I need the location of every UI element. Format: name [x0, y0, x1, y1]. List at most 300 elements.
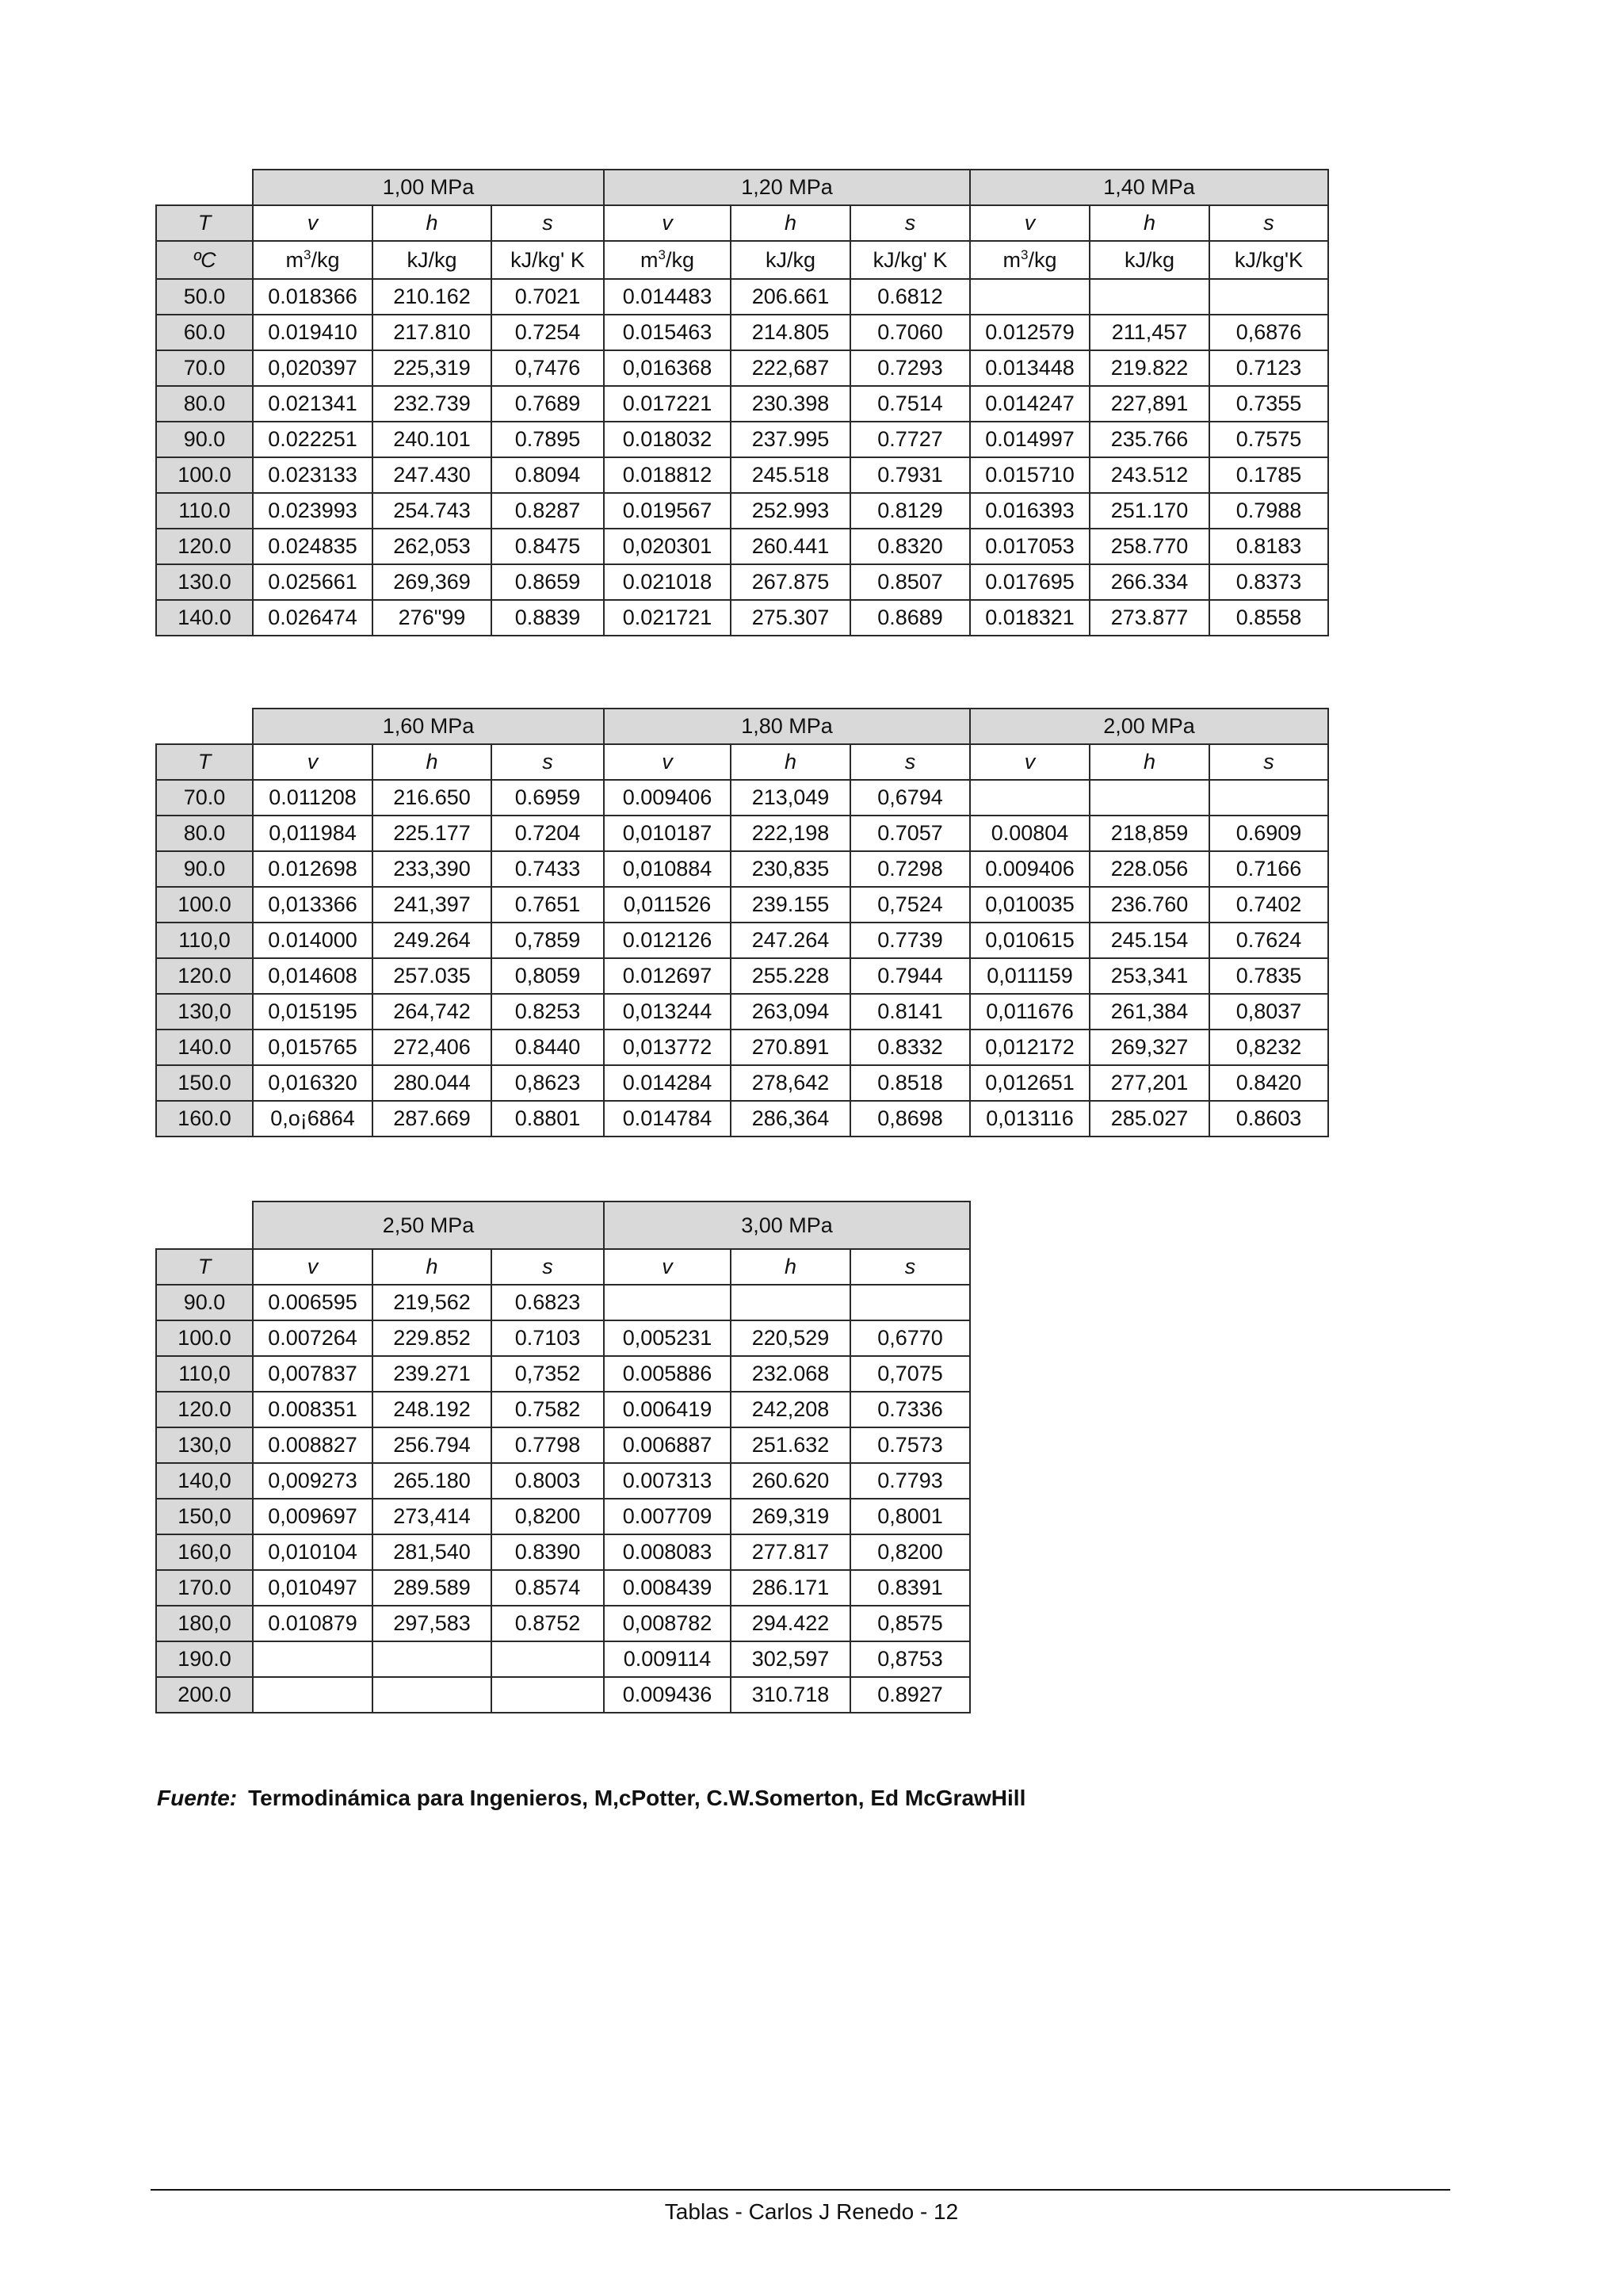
value-cell: 236.760: [1090, 887, 1209, 923]
value-cell: 0.7895: [491, 422, 604, 457]
value-cell: 240.101: [372, 422, 491, 457]
value-cell: 0.7944: [850, 958, 970, 994]
value-cell: 241,397: [372, 887, 491, 923]
value-cell: 222,198: [731, 816, 850, 851]
value-cell: 0.014000: [253, 923, 372, 958]
col-header-s: s: [491, 1249, 604, 1285]
value-cell: 0.8287: [491, 493, 604, 529]
value-cell: 0.8689: [850, 600, 970, 636]
value-cell: 0.7793: [850, 1463, 970, 1499]
col-header-h: h: [731, 1249, 850, 1285]
value-cell: [253, 1677, 372, 1713]
value-cell: 0.6959: [491, 780, 604, 816]
value-cell: 285.027: [1090, 1101, 1209, 1137]
col-header-v: v: [604, 744, 731, 780]
value-cell: 273,414: [372, 1499, 491, 1534]
value-cell: 0.8518: [850, 1065, 970, 1101]
value-cell: 0.8801: [491, 1101, 604, 1137]
value-cell: 239.271: [372, 1356, 491, 1392]
value-cell: 0,013772: [604, 1030, 731, 1065]
value-cell: 269,369: [372, 564, 491, 600]
value-cell: 273.877: [1090, 600, 1209, 636]
value-cell: 0,015195: [253, 994, 372, 1030]
table-row: [156, 1392, 970, 1427]
value-cell: 0.8094: [491, 457, 604, 493]
value-cell: 0.009114: [604, 1641, 731, 1677]
value-cell: 220,529: [731, 1320, 850, 1356]
value-cell: 0.7103: [491, 1320, 604, 1356]
value-cell: 297,583: [372, 1606, 491, 1641]
temperature-cell: 60.0: [156, 315, 253, 350]
value-cell: 0.014997: [970, 422, 1090, 457]
table-row: [156, 386, 1328, 422]
value-cell: 0,7476: [491, 350, 604, 386]
value-cell: 0.8420: [1209, 1065, 1328, 1101]
value-cell: 0.017695: [970, 564, 1090, 600]
value-cell: 0.008351: [253, 1392, 372, 1427]
value-cell: 0,011526: [604, 887, 731, 923]
temperature-cell: 110.0: [156, 493, 253, 529]
unit-cell: [253, 241, 372, 279]
temperature-cell: 140.0: [156, 1030, 253, 1065]
value-cell: 286.171: [731, 1570, 850, 1606]
table-row: [156, 994, 1328, 1030]
temperature-cell: 200.0: [156, 1677, 253, 1713]
temperature-cell: 100.0: [156, 457, 253, 493]
value-cell: 0.8440: [491, 1030, 604, 1065]
temperature-cell: 160.0: [156, 1101, 253, 1137]
temperature-cell: 130,0: [156, 994, 253, 1030]
value-cell: 0,8232: [1209, 1030, 1328, 1065]
value-cell: 0.012579: [970, 315, 1090, 350]
value-cell: [1090, 780, 1209, 816]
table-row: [156, 1534, 970, 1570]
value-cell: 269,327: [1090, 1030, 1209, 1065]
value-cell: 232.739: [372, 386, 491, 422]
value-cell: 0.013448: [970, 350, 1090, 386]
value-cell: 302,597: [731, 1641, 850, 1677]
col-header-h: h: [731, 205, 850, 241]
value-cell: 0.024835: [253, 529, 372, 564]
value-cell: 229.852: [372, 1320, 491, 1356]
temperature-cell: 80.0: [156, 816, 253, 851]
col-header-h: h: [1090, 205, 1209, 241]
temperature-cell: 50.0: [156, 279, 253, 315]
value-cell: 222,687: [731, 350, 850, 386]
value-cell: 0,010884: [604, 851, 731, 887]
unit-text: m: [285, 247, 304, 272]
table-row: [156, 1320, 970, 1356]
pressure-group-header: 1,20 MPa: [604, 170, 970, 205]
temperature-cell: 130,0: [156, 1427, 253, 1463]
value-cell: 0.8752: [491, 1606, 604, 1641]
value-cell: [1209, 780, 1328, 816]
value-cell: 242,208: [731, 1392, 850, 1427]
value-cell: 0.7835: [1209, 958, 1328, 994]
col-header-s: s: [491, 205, 604, 241]
value-cell: 260.620: [731, 1463, 850, 1499]
value-cell: 0.014284: [604, 1065, 731, 1101]
col-header-v: v: [253, 744, 372, 780]
table-body: [156, 1285, 970, 1713]
col-header-s: s: [850, 205, 970, 241]
temperature-cell: 70.0: [156, 780, 253, 816]
value-cell: 0,6876: [1209, 315, 1328, 350]
value-cell: 0,015765: [253, 1030, 372, 1065]
value-cell: 287.669: [372, 1101, 491, 1137]
value-cell: 266.334: [1090, 564, 1209, 600]
value-cell: 0.7651: [491, 887, 604, 923]
value-cell: 0.009406: [604, 780, 731, 816]
value-cell: 256.794: [372, 1427, 491, 1463]
value-cell: 0.8373: [1209, 564, 1328, 600]
col-header-v: v: [970, 744, 1090, 780]
value-cell: 0.018366: [253, 279, 372, 315]
pressure-group-header: 1,60 MPa: [253, 709, 604, 744]
value-cell: 214.805: [731, 315, 850, 350]
table-row: [156, 851, 1328, 887]
table-row: [156, 1570, 970, 1606]
col-header-h: h: [372, 744, 491, 780]
col-header-h: h: [372, 1249, 491, 1285]
value-cell: 237.995: [731, 422, 850, 457]
value-cell: 0.011208: [253, 780, 372, 816]
value-cell: 0.014247: [970, 386, 1090, 422]
table-row: [156, 1030, 1328, 1065]
value-cell: 0.7021: [491, 279, 604, 315]
unit-text: ºC: [193, 247, 216, 272]
temperature-cell: 90.0: [156, 851, 253, 887]
value-cell: 0.7298: [850, 851, 970, 887]
value-cell: 0.7689: [491, 386, 604, 422]
value-cell: 264,742: [372, 994, 491, 1030]
value-cell: 0,7075: [850, 1356, 970, 1392]
value-cell: 0.021018: [604, 564, 731, 600]
value-cell: 0.7402: [1209, 887, 1328, 923]
value-cell: 0,009273: [253, 1463, 372, 1499]
value-cell: 262,053: [372, 529, 491, 564]
value-cell: 289.589: [372, 1570, 491, 1606]
table-row: [156, 923, 1328, 958]
temperature-cell: 120.0: [156, 1392, 253, 1427]
value-cell: 0,6794: [850, 780, 970, 816]
value-cell: 0.018032: [604, 422, 731, 457]
unit-cell: kJ/kg' K: [850, 241, 970, 279]
unit-text: m: [1002, 247, 1021, 272]
value-cell: 0,o¡6864: [253, 1101, 372, 1137]
value-cell: 230,835: [731, 851, 850, 887]
temperature-cell: 100.0: [156, 1320, 253, 1356]
temperature-cell: 120.0: [156, 529, 253, 564]
temperature-cell: 90.0: [156, 1285, 253, 1320]
table-row: [156, 1427, 970, 1463]
col-header-h: h: [1090, 744, 1209, 780]
value-cell: 0.022251: [253, 422, 372, 457]
value-cell: 253,341: [1090, 958, 1209, 994]
value-cell: 0.7624: [1209, 923, 1328, 958]
value-cell: 0.8475: [491, 529, 604, 564]
value-cell: 0,7859: [491, 923, 604, 958]
value-cell: [604, 1285, 731, 1320]
steam-table-2: [155, 708, 1329, 1137]
unit-cell: kJ/kg' K: [491, 241, 604, 279]
value-cell: 0.8839: [491, 600, 604, 636]
value-cell: 245.154: [1090, 923, 1209, 958]
value-cell: 0.7060: [850, 315, 970, 350]
table-row: [156, 1499, 970, 1534]
value-cell: 270.891: [731, 1030, 850, 1065]
temperature-cell: 180,0: [156, 1606, 253, 1641]
value-cell: 225,319: [372, 350, 491, 386]
value-cell: 235.766: [1090, 422, 1209, 457]
table-row: [156, 958, 1328, 994]
value-cell: 239.155: [731, 887, 850, 923]
table-row: [156, 1356, 970, 1392]
table-row: [156, 315, 1328, 350]
value-cell: 260.441: [731, 529, 850, 564]
value-cell: 227,891: [1090, 386, 1209, 422]
value-cell: 0,011159: [970, 958, 1090, 994]
value-cell: 0,016368: [604, 350, 731, 386]
unit-text: /kg: [311, 247, 340, 272]
value-cell: 218,859: [1090, 816, 1209, 851]
value-cell: 0.021341: [253, 386, 372, 422]
value-cell: 0.017221: [604, 386, 731, 422]
value-cell: 0.007264: [253, 1320, 372, 1356]
temperature-cell: 160,0: [156, 1534, 253, 1570]
value-cell: 0,008782: [604, 1606, 731, 1641]
footer-divider: [151, 2189, 1450, 2191]
value-cell: 0,010497: [253, 1570, 372, 1606]
value-cell: 0.009436: [604, 1677, 731, 1713]
value-cell: 0,020301: [604, 529, 731, 564]
value-cell: 0.8603: [1209, 1101, 1328, 1137]
value-cell: 0.7582: [491, 1392, 604, 1427]
unit-exponent: 3: [658, 246, 666, 262]
table-row: [156, 816, 1328, 851]
value-cell: 206.661: [731, 279, 850, 315]
value-cell: 269,319: [731, 1499, 850, 1534]
col-header-s: s: [1209, 205, 1328, 241]
value-cell: 228.056: [1090, 851, 1209, 887]
value-cell: 310.718: [731, 1677, 850, 1713]
pressure-group-header: 1,80 MPa: [604, 709, 970, 744]
value-cell: 0.6909: [1209, 816, 1328, 851]
value-cell: 0.014784: [604, 1101, 731, 1137]
value-cell: 217.810: [372, 315, 491, 350]
unit-text: /kg: [665, 247, 694, 272]
col-header-v: v: [253, 205, 372, 241]
col-header-t: T: [156, 205, 253, 241]
value-cell: 0.010879: [253, 1606, 372, 1641]
value-cell: 0,010035: [970, 887, 1090, 923]
value-cell: 0.7931: [850, 457, 970, 493]
value-cell: [1209, 279, 1328, 315]
value-cell: 0,013366: [253, 887, 372, 923]
unit-text: m: [640, 247, 659, 272]
col-header-t: T: [156, 744, 253, 780]
value-cell: 0.007313: [604, 1463, 731, 1499]
temperature-cell: 110,0: [156, 923, 253, 958]
table-row: [156, 1606, 970, 1641]
value-cell: 0.025661: [253, 564, 372, 600]
temperature-cell: 70.0: [156, 350, 253, 386]
value-cell: 0.7057: [850, 816, 970, 851]
value-cell: [491, 1641, 604, 1677]
value-cell: 0,020397: [253, 350, 372, 386]
value-cell: 0,007837: [253, 1356, 372, 1392]
unit-cell: kJ/kg: [731, 241, 850, 279]
value-cell: 0.00804: [970, 816, 1090, 851]
table-row: [156, 1101, 1328, 1137]
value-cell: 294.422: [731, 1606, 850, 1641]
value-cell: 0,8698: [850, 1101, 970, 1137]
unit-exponent: 3: [304, 246, 311, 262]
corner-blank: [156, 170, 253, 205]
value-cell: 0.017053: [970, 529, 1090, 564]
value-cell: 0,8200: [491, 1499, 604, 1534]
unit-cell: [604, 241, 731, 279]
value-cell: 245.518: [731, 457, 850, 493]
value-cell: 213,049: [731, 780, 850, 816]
value-cell: 0.021721: [604, 600, 731, 636]
value-cell: 210.162: [372, 279, 491, 315]
value-cell: 0.008439: [604, 1570, 731, 1606]
value-cell: 0.026474: [253, 600, 372, 636]
value-cell: 0.015463: [604, 315, 731, 350]
value-cell: 0.7123: [1209, 350, 1328, 386]
col-header-h: h: [372, 205, 491, 241]
value-cell: 0,011984: [253, 816, 372, 851]
value-cell: 0,8001: [850, 1499, 970, 1534]
col-header-v: v: [604, 205, 731, 241]
value-cell: 0.8391: [850, 1570, 970, 1606]
col-header-s: s: [850, 1249, 970, 1285]
value-cell: 0,8753: [850, 1641, 970, 1677]
value-cell: 0.8927: [850, 1677, 970, 1713]
unit-cell: [970, 241, 1090, 279]
source-text: Termodinámica para Ingenieros, M,cPotter, C.W.Somerton, Ed McGrawHill: [248, 1786, 1026, 1810]
value-cell: 251.632: [731, 1427, 850, 1463]
value-cell: 0.7336: [850, 1392, 970, 1427]
value-cell: 0.7727: [850, 422, 970, 457]
value-cell: 0,012172: [970, 1030, 1090, 1065]
value-cell: 0.023993: [253, 493, 372, 529]
table-row: [156, 422, 1328, 457]
value-cell: 0.8129: [850, 493, 970, 529]
source-label: Fuente:: [157, 1786, 238, 1810]
temperature-cell: 120.0: [156, 958, 253, 994]
value-cell: 0.7166: [1209, 851, 1328, 887]
value-cell: 0.7514: [850, 386, 970, 422]
pressure-group-header: 2,00 MPa: [970, 709, 1328, 744]
value-cell: 0,6770: [850, 1320, 970, 1356]
value-cell: 0.8003: [491, 1463, 604, 1499]
value-cell: 0.7739: [850, 923, 970, 958]
value-cell: [731, 1285, 850, 1320]
value-cell: 216.650: [372, 780, 491, 816]
value-cell: 0,011676: [970, 994, 1090, 1030]
value-cell: 0.7798: [491, 1427, 604, 1463]
value-cell: 0.8183: [1209, 529, 1328, 564]
value-cell: 0.019410: [253, 315, 372, 350]
value-cell: 254.743: [372, 493, 491, 529]
value-cell: 0.8253: [491, 994, 604, 1030]
value-cell: 0.009406: [970, 851, 1090, 887]
value-cell: 0,7352: [491, 1356, 604, 1392]
value-cell: 0.7573: [850, 1427, 970, 1463]
value-cell: 0.018321: [970, 600, 1090, 636]
temperature-cell: 140.0: [156, 600, 253, 636]
steam-table-3: [155, 1201, 971, 1713]
value-cell: 280.044: [372, 1065, 491, 1101]
value-cell: [970, 279, 1090, 315]
value-cell: 277,201: [1090, 1065, 1209, 1101]
value-cell: 0.016393: [970, 493, 1090, 529]
unit-cell: [156, 241, 253, 279]
value-cell: 0.6823: [491, 1285, 604, 1320]
value-cell: 278,642: [731, 1065, 850, 1101]
source-citation: [157, 1786, 1025, 1811]
col-header-s: s: [491, 744, 604, 780]
table-row: [156, 1677, 970, 1713]
value-cell: 281,540: [372, 1534, 491, 1570]
col-header-s: s: [1209, 744, 1328, 780]
table-body: [156, 780, 1328, 1137]
value-cell: 0,8623: [491, 1065, 604, 1101]
value-cell: 0,009697: [253, 1499, 372, 1534]
value-cell: 247.430: [372, 457, 491, 493]
table-row: [156, 279, 1328, 315]
unit-cell: kJ/kg: [1090, 241, 1209, 279]
col-header-v: v: [604, 1249, 731, 1285]
value-cell: [491, 1677, 604, 1713]
value-cell: [372, 1677, 491, 1713]
unit-cell: kJ/kg'K: [1209, 241, 1328, 279]
value-cell: 225.177: [372, 816, 491, 851]
table-row: [156, 493, 1328, 529]
value-cell: 0.8332: [850, 1030, 970, 1065]
value-cell: 0.7433: [491, 851, 604, 887]
value-cell: 0.7254: [491, 315, 604, 350]
value-cell: 251.170: [1090, 493, 1209, 529]
value-cell: 0.7204: [491, 816, 604, 851]
value-cell: 0.006887: [604, 1427, 731, 1463]
unit-exponent: 3: [1021, 246, 1029, 262]
table-row: [156, 529, 1328, 564]
temperature-cell: 130.0: [156, 564, 253, 600]
value-cell: 267.875: [731, 564, 850, 600]
pressure-group-header: 1,40 MPa: [970, 170, 1328, 205]
table-row: [156, 350, 1328, 386]
table-row: [156, 887, 1328, 923]
unit-text: /kg: [1028, 247, 1057, 272]
value-cell: 257.035: [372, 958, 491, 994]
value-cell: 0.006419: [604, 1392, 731, 1427]
temperature-cell: 90.0: [156, 422, 253, 457]
value-cell: 0,8037: [1209, 994, 1328, 1030]
value-cell: 211,457: [1090, 315, 1209, 350]
pressure-group-header: 3,00 MPa: [604, 1201, 970, 1249]
value-cell: [970, 780, 1090, 816]
corner-blank: [156, 1201, 253, 1249]
value-cell: 0.007709: [604, 1499, 731, 1534]
value-cell: 0.7988: [1209, 493, 1328, 529]
value-cell: 252.993: [731, 493, 850, 529]
temperature-cell: 150,0: [156, 1499, 253, 1534]
table-body: [156, 279, 1328, 636]
value-cell: 247.264: [731, 923, 850, 958]
